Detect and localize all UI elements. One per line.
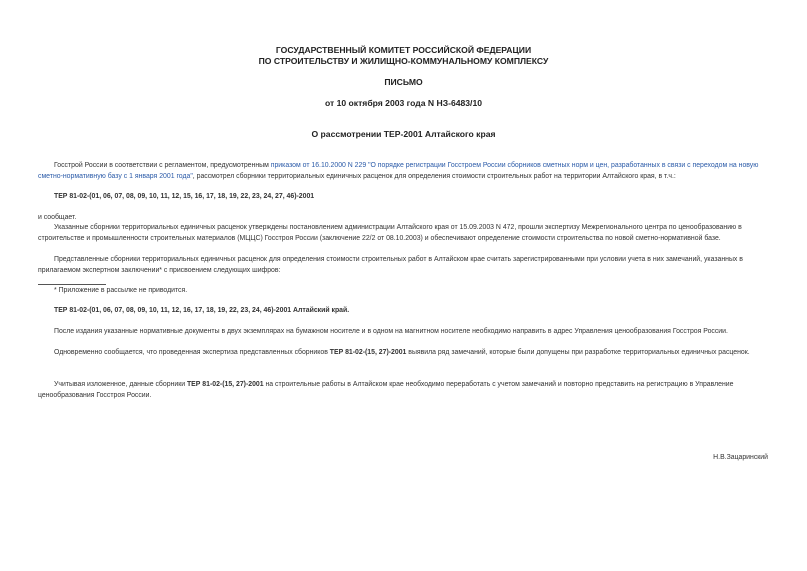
paragraph-7: [38, 380, 768, 401]
paragraph-7-start: Учитывая изложенное, данные сборники: [54, 381, 187, 388]
org-title-line2: ПО СТРОИТЕЛЬСТВУ И ЖИЛИЩНО-КОММУНАЛЬНОМУ КОМПЛЕКСУ: [258, 56, 549, 66]
ter-list-1: ТЕР 81-02-(01, 06, 07, 08, 09, 10, 11, 12, 15, 16, 17, 18, 19, 22, 23, 24, 27, 46)-2001: [54, 193, 315, 200]
paragraph-1-start: Госстрой России в соответствии с регламентом, предусмотренным: [54, 162, 271, 169]
paragraph-7-end: на строительные работы в Алтайском крае необходимо переработать с учетом замечаний и повторно представить на регистрацию в Управление ценообразования Госстроя России.: [38, 381, 734, 399]
doc-date-number: от 10 октября 2003 года N НЗ-6483/10: [324, 98, 483, 108]
footnote: * Приложение в рассылке не приводится.: [54, 287, 188, 294]
ter-list-2: ТЕР 81-02-(01, 06, 07, 08, 09, 10, 11, 12, 16, 17, 18, 19, 22, 23, 24, 46)-2001 Алтайский край.: [54, 307, 350, 314]
paragraph-3: Указанные сборники территориальных единичных расценок утверждены постановлением администрации Алтайского края от 15.09.2003 N 472, прошли экспертизу Межрегионального центра по ценообразованию в строительстве и промышленности строительных материалов (МЦЦС) Госстроя России (заключение 22/2 от 08.10.2003) и обеспечивают определение стоимости строительства по новой сметно-нормативной базе.: [38, 224, 742, 242]
paragraph-4: Представленные сборники территориальных единичных расценок для определения стоимости строительных работ в Алтайском крае считать зарегистрированными при условии учета в них замечаний, указанных в прилагаемом экспертном заключении* с присвоением следующих шифров:: [38, 256, 743, 274]
paragraph-1: [38, 161, 768, 182]
paragraph-1-end: , рассмотрел сборники территориальных единичных расценок для определения стоимости строительных работ на территории Алтайского края, в т.ч.:: [192, 172, 676, 180]
paragraph-6-ter-code: ТЕР 81-02-(15, 27)-2001: [329, 349, 407, 356]
paragraph-7-ter-code: ТЕР 81-02-(15, 27)-2001: [186, 381, 264, 388]
doc-subject: О рассмотрении ТЕР-2001 Алтайского края: [311, 129, 496, 139]
footnote-divider: [38, 284, 106, 285]
paragraph-2: и сообщает.: [38, 214, 77, 221]
paragraph-6-start: Одновременно сообщается, что проведенная экспертиза представленных сборников: [54, 349, 330, 356]
doc-type: ПИСЬМО: [384, 77, 423, 87]
order-link[interactable]: приказом от 16.10.2000 N 229 "О порядке регистрации Госстроем России сборников сметных норм и цен, разработанных в связи с переходом на новую сметно-нормативную базу с 1 января 2001 года": [38, 162, 759, 180]
org-title-line1: ГОСУДАРСТВЕННЫЙ КОМИТЕТ РОССИЙСКОЙ ФЕДЕРАЦИИ: [275, 45, 532, 55]
paragraph-6: [38, 348, 768, 359]
signature: Н.В.Зацаринский: [713, 454, 768, 461]
paragraph-6-end: выявила ряд замечаний, которые были допущены при разработке территориальных единичных расценок.: [406, 349, 750, 356]
paragraph-5: После издания указанные нормативные документы в двух экземплярах на бумажном носителе и в одном на магнитном носителе необходимо направить в адрес Управления ценообразования Госстроя России.: [54, 328, 728, 335]
